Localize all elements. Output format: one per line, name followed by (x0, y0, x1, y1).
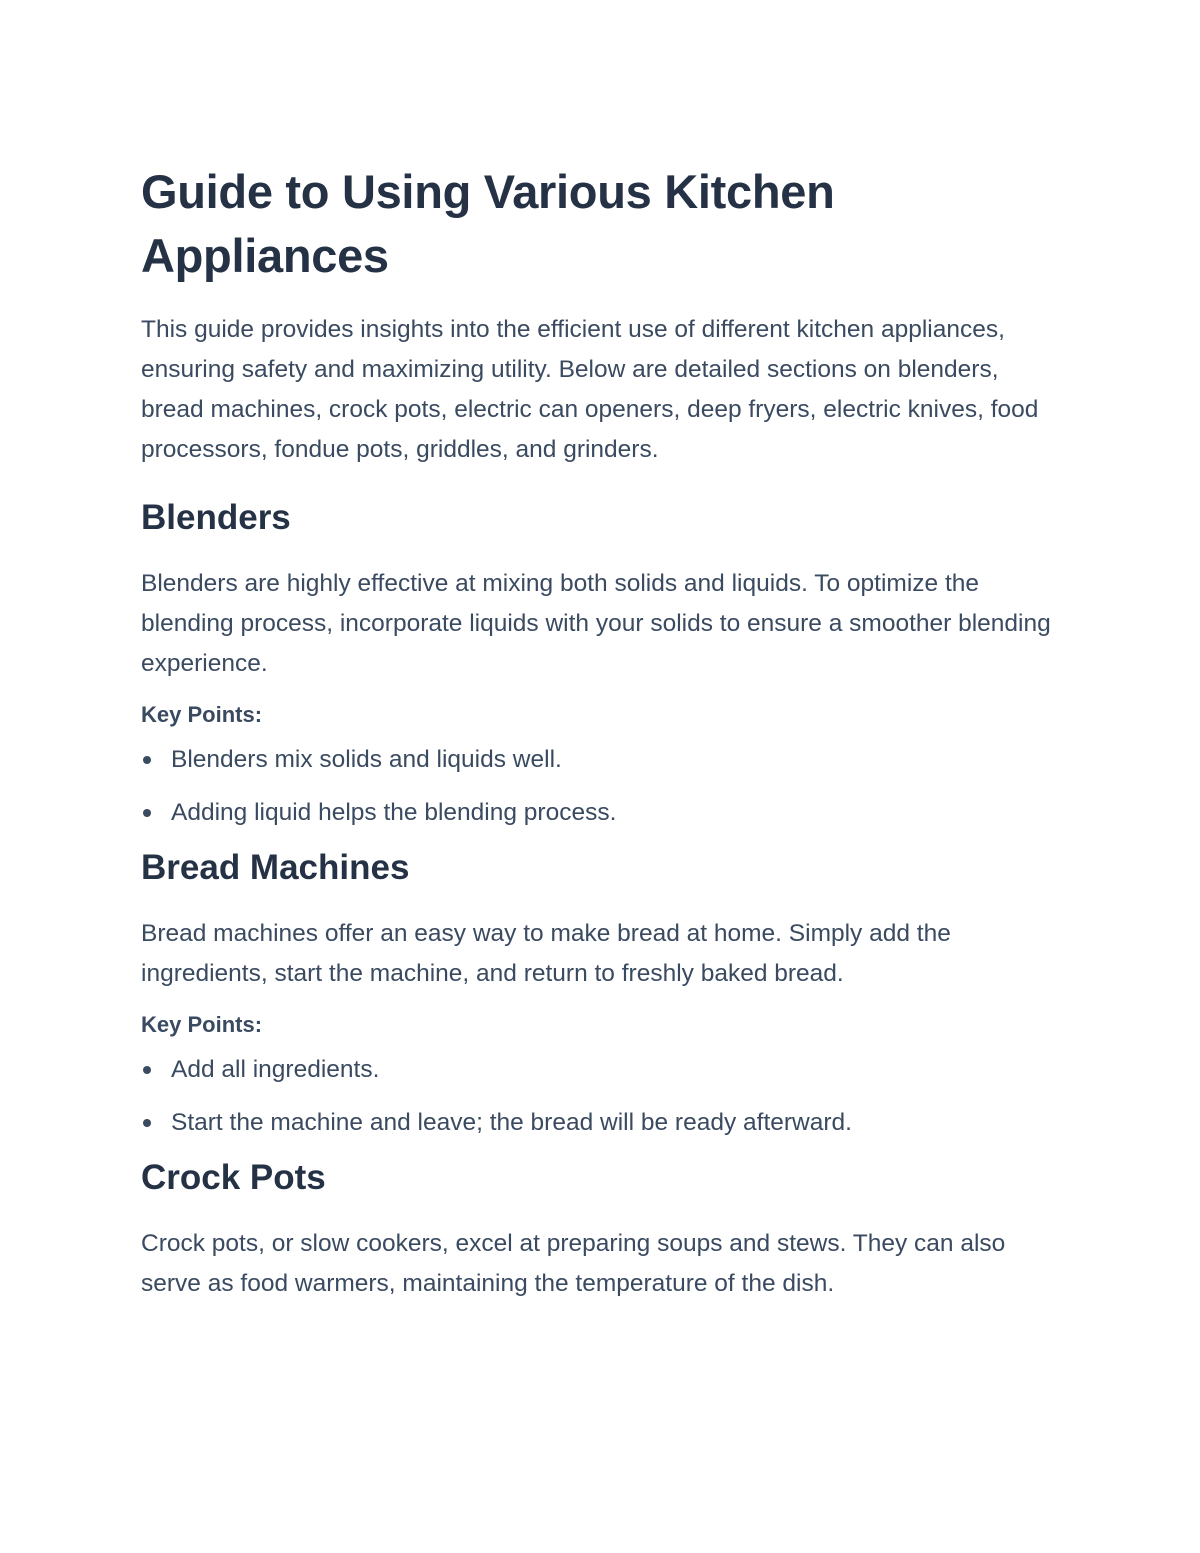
list-item (141, 740, 1061, 780)
list-item-text: Add all ingredients. (171, 1056, 380, 1083)
bullet-icon (143, 1119, 151, 1127)
section-body: Blenders are highly effective at mixing both solids and liquids. To optimize the blending process, incorporate liquids with your solids to ensure a smoother blending experience. (141, 570, 1051, 677)
key-points-list (141, 1050, 1061, 1143)
list-item-text: Adding liquid helps the blending process. (171, 799, 617, 826)
document-page (141, 160, 1061, 1304)
section-bread-machines (141, 846, 1061, 1143)
list-item (141, 793, 1061, 833)
bullet-icon (143, 809, 151, 817)
section-heading: Bread Machines (141, 848, 410, 887)
key-points-label: Key Points: (141, 1012, 263, 1037)
section-heading: Crock Pots (141, 1158, 326, 1197)
bullet-icon (143, 1066, 151, 1074)
section-crock-pots (141, 1156, 1061, 1304)
section-body: Crock pots, or slow cookers, excel at preparing soups and stews. They can also serve as food warmers, maintaining the temperature of the dish. (141, 1230, 1006, 1297)
list-item-text: Blenders mix solids and liquids well. (171, 746, 562, 773)
list-item (141, 1103, 1061, 1143)
intro-paragraph: This guide provides insights into the efficient use of different kitchen appliances, ensuring safety and maximizing utility. Below are detailed sections on blenders, bread machines, crock pots, electric can openers, deep fryers, electric knives, food processors, fondue pots, griddles, and grinders. (141, 316, 1039, 463)
list-item-text: Start the machine and leave; the bread will be ready afterward. (171, 1109, 852, 1136)
section-heading: Blenders (141, 498, 291, 537)
key-points-list (141, 740, 1061, 833)
document-title: Guide to Using Various Kitchen Appliances (141, 165, 835, 282)
section-body: Bread machines offer an easy way to make bread at home. Simply add the ingredients, start the machine, and return to freshly baked bread. (141, 920, 951, 987)
section-blenders (141, 496, 1061, 833)
key-points-label: Key Points: (141, 702, 263, 727)
bullet-icon (143, 756, 151, 764)
list-item (141, 1050, 1061, 1090)
